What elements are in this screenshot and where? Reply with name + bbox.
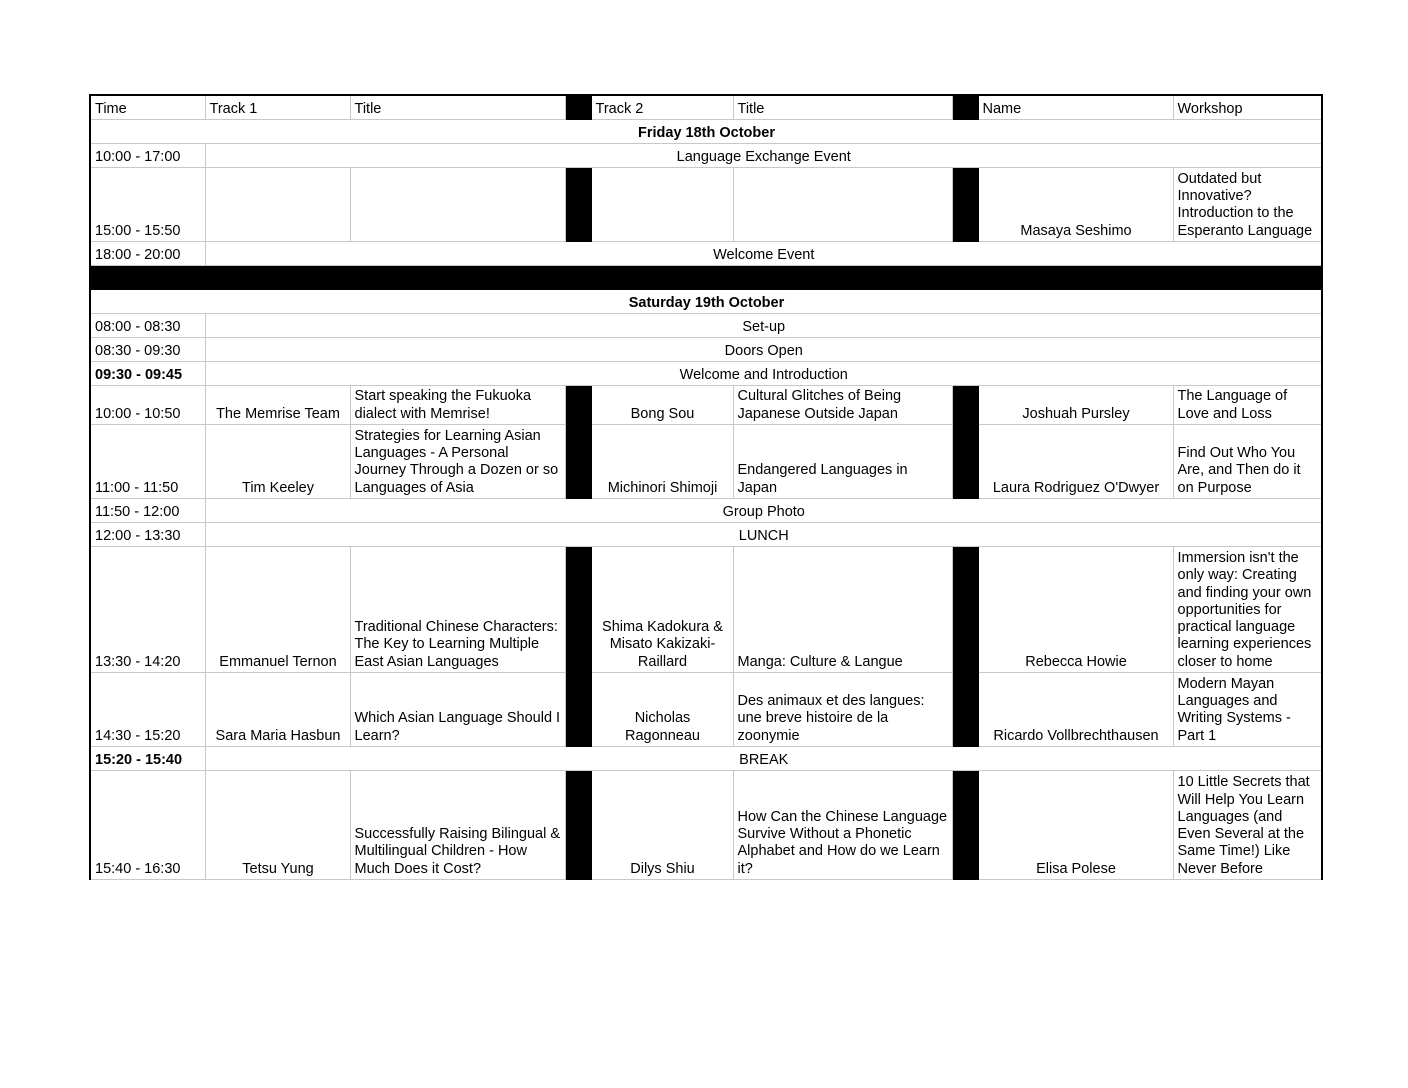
schedule-row-session — [90, 547, 1322, 673]
header-name: Name — [978, 95, 1173, 120]
schedule-row-span — [90, 747, 1322, 771]
header-workshop: Workshop — [1173, 95, 1322, 120]
separator-cell — [952, 673, 978, 747]
row-track2-title: Des animaux et des langues: une breve histoire de la zoonymie — [733, 673, 952, 747]
row-track2-speaker: Dilys Shiu — [591, 771, 733, 880]
schedule-body — [90, 95, 1322, 880]
schedule-row-session — [90, 673, 1322, 747]
row-time: 15:40 - 16:30 — [90, 771, 205, 880]
row-time: 11:50 - 12:00 — [90, 499, 205, 523]
row-workshop-name: Ricardo Vollbrechthausen — [978, 673, 1173, 747]
schedule-row-span — [90, 362, 1322, 386]
row-event: Welcome Event — [205, 242, 1322, 266]
separator-cell — [952, 425, 978, 499]
row-track1-title: Strategies for Learning Asian Languages - A Personal Journey Through a Dozen or so Languages of Asia — [350, 425, 565, 499]
schedule-row-span — [90, 523, 1322, 547]
day-divider-bar — [90, 266, 1322, 290]
separator-cell — [565, 673, 591, 747]
row-time: 13:30 - 14:20 — [90, 547, 205, 673]
row-track1-speaker: Emmanuel Ternon — [205, 547, 350, 673]
row-track2-title: Cultural Glitches of Being Japanese Outside Japan — [733, 386, 952, 425]
separator-cell — [952, 168, 978, 242]
header-row — [90, 95, 1322, 120]
row-track1-speaker: Tim Keeley — [205, 425, 350, 499]
row-track2-speaker: Nicholas Ragonneau — [591, 673, 733, 747]
row-workshop-name: Rebecca Howie — [978, 547, 1173, 673]
separator-cell — [565, 95, 591, 120]
row-event: Welcome and Introduction — [205, 362, 1322, 386]
row-workshop-title: The Language of Love and Loss — [1173, 386, 1322, 425]
header-title1: Title — [350, 95, 565, 120]
row-time: 08:30 - 09:30 — [90, 338, 205, 362]
row-workshop-name: Joshuah Pursley — [978, 386, 1173, 425]
row-time: 15:00 - 15:50 — [90, 168, 205, 242]
header-track2: Track 2 — [591, 95, 733, 120]
row-event: Doors Open — [205, 338, 1322, 362]
row-workshop-name: Masaya Seshimo — [978, 168, 1173, 242]
row-track2-title — [733, 168, 952, 242]
schedule-row-session — [90, 386, 1322, 425]
row-time: 09:30 - 09:45 — [90, 362, 205, 386]
row-track1-speaker: The Memrise Team — [205, 386, 350, 425]
separator-cell — [952, 771, 978, 880]
header-time: Time — [90, 95, 205, 120]
separator-cell — [565, 425, 591, 499]
day-heading-row — [90, 120, 1322, 144]
row-event: LUNCH — [205, 523, 1322, 547]
schedule-row-span — [90, 338, 1322, 362]
schedule-row-span — [90, 242, 1322, 266]
row-event: BREAK — [205, 747, 1322, 771]
row-time: 12:00 - 13:30 — [90, 523, 205, 547]
row-track1-title: Which Asian Language Should I Learn? — [350, 673, 565, 747]
row-track1-title: Start speaking the Fukuoka dialect with Memrise! — [350, 386, 565, 425]
separator-cell — [565, 547, 591, 673]
row-track2-speaker: Bong Sou — [591, 386, 733, 425]
day-heading: Saturday 19th October — [90, 290, 1322, 314]
day-divider-cell — [90, 266, 1322, 290]
row-workshop-title: Immersion isn't the only way: Creating and finding your own opportunities for practical language learning experiences closer to home — [1173, 547, 1322, 673]
row-track2-title: Endangered Languages in Japan — [733, 425, 952, 499]
row-track1-speaker — [205, 168, 350, 242]
schedule-table — [89, 94, 1323, 880]
schedule-row-span — [90, 314, 1322, 338]
row-track1-title: Successfully Raising Bilingual & Multilingual Children - How Much Does it Cost? — [350, 771, 565, 880]
separator-cell — [565, 168, 591, 242]
row-track1-title — [350, 168, 565, 242]
header-title2: Title — [733, 95, 952, 120]
row-time: 11:00 - 11:50 — [90, 425, 205, 499]
row-track2-title: How Can the Chinese Language Survive Without a Phonetic Alphabet and How do we Learn it? — [733, 771, 952, 880]
day-heading: Friday 18th October — [90, 120, 1322, 144]
separator-cell — [565, 386, 591, 425]
row-track2-speaker: Michinori Shimoji — [591, 425, 733, 499]
row-time: 18:00 - 20:00 — [90, 242, 205, 266]
row-workshop-name: Elisa Polese — [978, 771, 1173, 880]
row-event: Language Exchange Event — [205, 144, 1322, 168]
row-time: 15:20 - 15:40 — [90, 747, 205, 771]
separator-cell — [952, 386, 978, 425]
schedule-row-session — [90, 771, 1322, 880]
row-time: 08:00 - 08:30 — [90, 314, 205, 338]
schedule-row-session — [90, 168, 1322, 242]
row-time: 14:30 - 15:20 — [90, 673, 205, 747]
row-event: Set-up — [205, 314, 1322, 338]
separator-cell — [952, 547, 978, 673]
schedule-row-span — [90, 144, 1322, 168]
row-workshop-title: Outdated but Innovative? Introduction to the Esperanto Language — [1173, 168, 1322, 242]
row-track2-title: Manga: Culture & Langue — [733, 547, 952, 673]
row-time: 10:00 - 10:50 — [90, 386, 205, 425]
separator-cell — [565, 771, 591, 880]
row-track1-title: Traditional Chinese Characters: The Key to Learning Multiple East Asian Languages — [350, 547, 565, 673]
row-workshop-title: Find Out Who You Are, and Then do it on Purpose — [1173, 425, 1322, 499]
row-workshop-name: Laura Rodriguez O'Dwyer — [978, 425, 1173, 499]
row-track2-speaker: Shima Kadokura & Misato Kakizaki-Raillard — [591, 547, 733, 673]
separator-cell — [952, 95, 978, 120]
row-workshop-title: Modern Mayan Languages and Writing Systems - Part 1 — [1173, 673, 1322, 747]
header-track1: Track 1 — [205, 95, 350, 120]
row-time: 10:00 - 17:00 — [90, 144, 205, 168]
row-track2-speaker — [591, 168, 733, 242]
schedule-row-span — [90, 499, 1322, 523]
day-heading-row — [90, 290, 1322, 314]
row-workshop-title: 10 Little Secrets that Will Help You Learn Languages (and Even Several at the Same Time!) Like Never Before — [1173, 771, 1322, 880]
row-track1-speaker: Sara Maria Hasbun — [205, 673, 350, 747]
schedule-row-session — [90, 425, 1322, 499]
row-event: Group Photo — [205, 499, 1322, 523]
row-track1-speaker: Tetsu Yung — [205, 771, 350, 880]
